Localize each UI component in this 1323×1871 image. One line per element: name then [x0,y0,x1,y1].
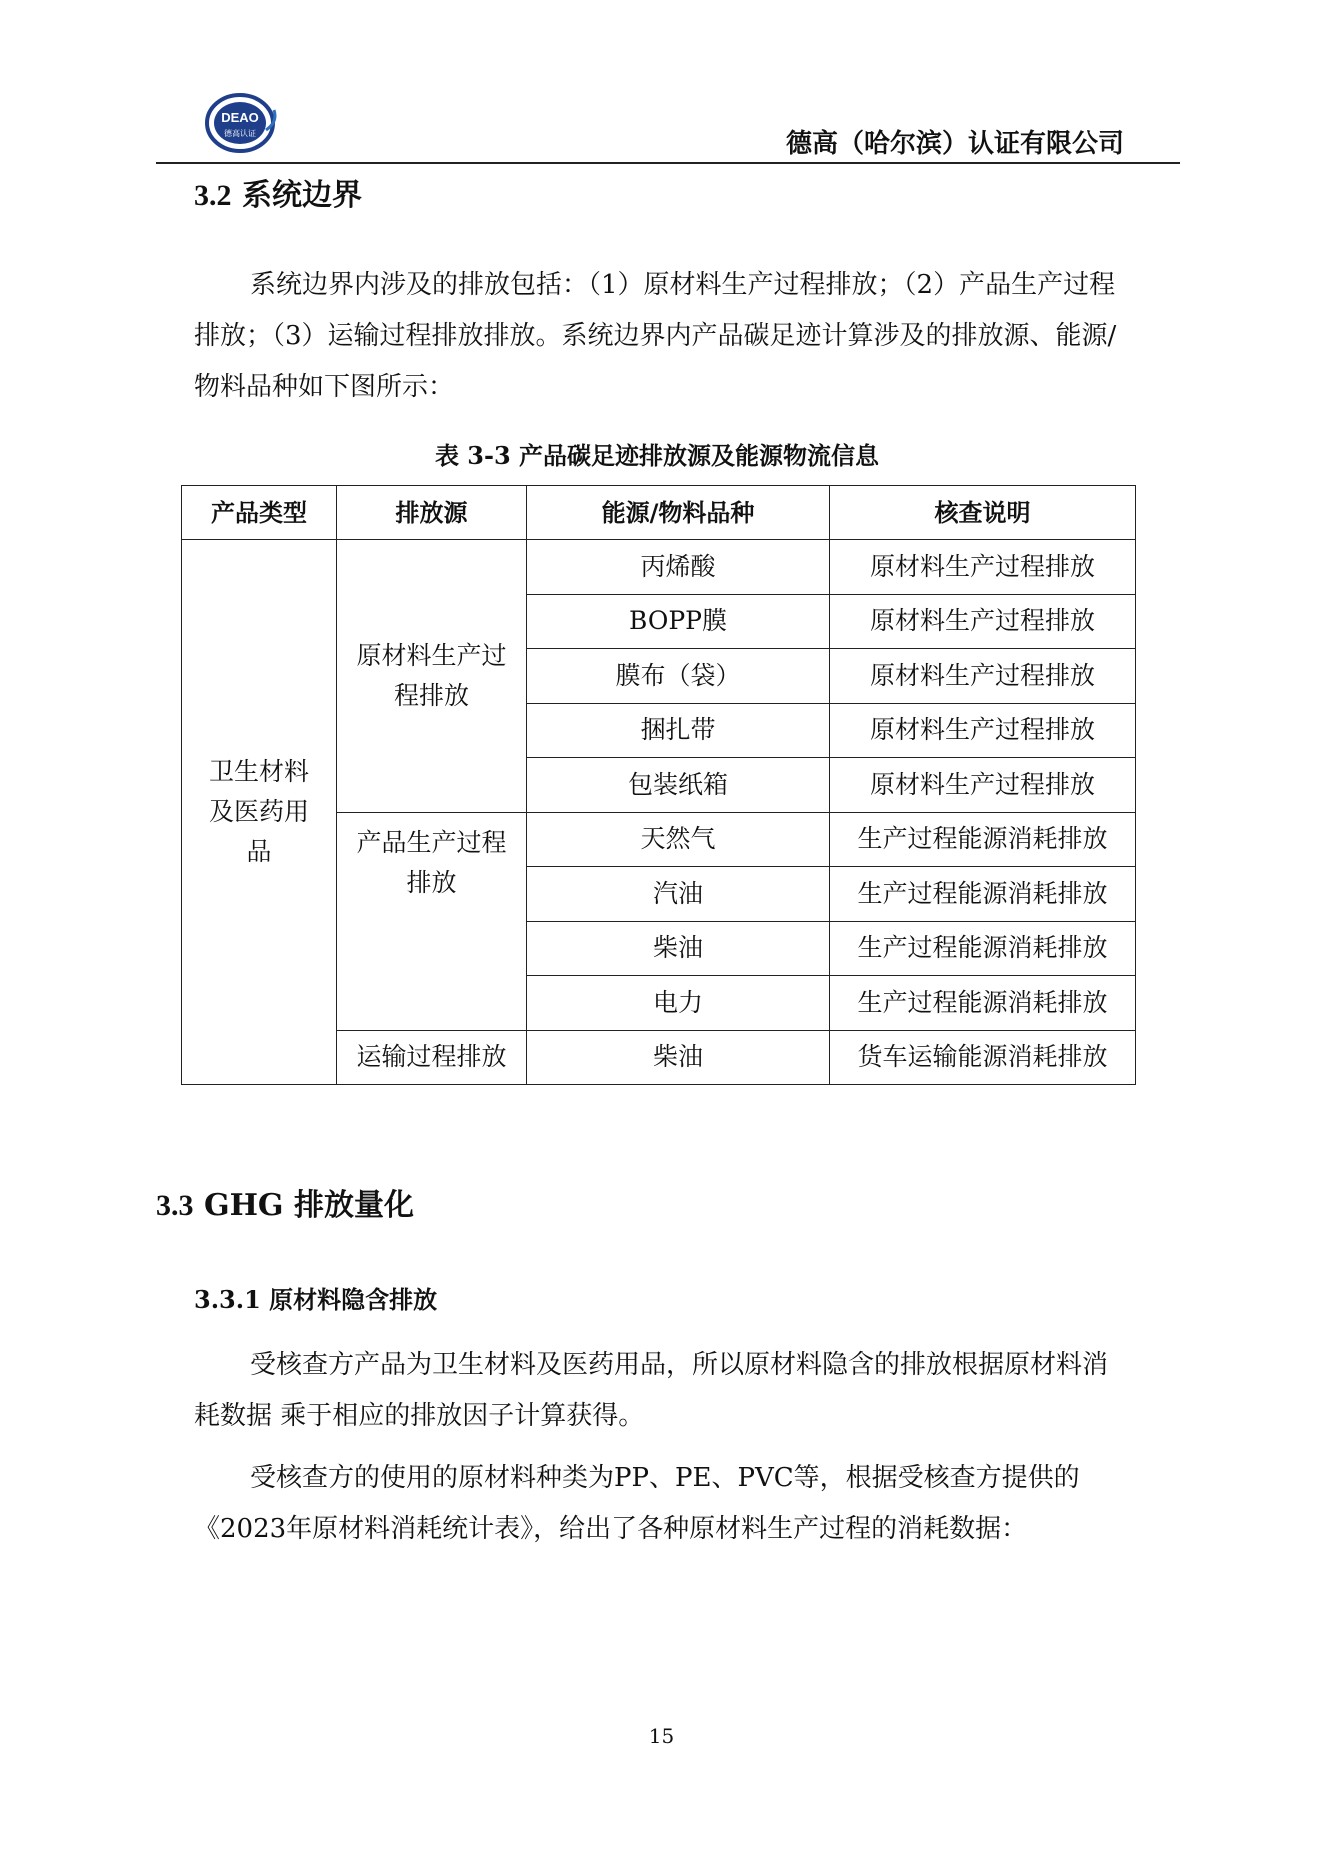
material-cell: 天然气 [527,812,830,867]
company-logo [204,92,280,154]
section-title: GHG 排放量化 [203,1188,414,1223]
table-caption: 表 3-3 产品碳足迹排放源及能源物流信息 [434,441,880,470]
material-cell: 电力 [527,976,830,1031]
section-title: 原材料隐含排放 [269,1285,438,1314]
header-material: 能源/物料品种 [527,486,830,540]
company-name: 德高（哈尔滨）认证有限公司 [785,129,1124,159]
material-cell: 包装纸箱 [527,758,830,813]
note-cell: 原材料生产过程排放 [830,649,1136,704]
emission-source-table [181,485,1136,1085]
material-cell: 膜布（袋） [527,649,830,704]
note-cell: 原材料生产过程排放 [830,758,1136,813]
logo-subtext: 德高认证 [224,129,256,138]
note-cell: 生产过程能源消耗排放 [830,976,1136,1031]
note-cell: 原材料生产过程排放 [830,594,1136,649]
section-number: 3.3 [156,1189,194,1222]
section-3-2-heading [194,170,362,214]
note-cell: 货车运输能源消耗排放 [830,1030,1136,1085]
note-cell: 生产过程能源消耗排放 [830,867,1136,922]
section-number: 3.2 [194,179,232,212]
note-cell: 原材料生产过程排放 [830,703,1136,758]
table-header-row [182,486,1136,540]
section-3-3-1-paragraph-1: 受核查方产品为卫生材料及医药用品，所以原材料隐含的排放根据原材料消耗数据 乘于相应的排放因子计算获得。 [194,1350,1109,1431]
material-cell: BOPP膜 [527,594,830,649]
page-header [156,86,1180,164]
material-cell: 柴油 [527,1030,830,1085]
page-number: 15 [648,1724,675,1748]
source-cell: 产品生产过程排放 [337,812,527,1030]
material-cell: 丙烯酸 [527,540,830,595]
section-3-2-paragraph: 系统边界内涉及的排放包括：（1）原材料生产过程排放；（2）产品生产过程排放；（3）运输过程排放排放。系统边界内产品碳足迹计算涉及的排放源、能源/物料品种如下图所示： [194,270,1117,402]
material-cell: 捆扎带 [527,703,830,758]
header-note: 核查说明 [830,486,1136,540]
section-number: 3.3.1 [194,1285,261,1314]
section-3-3-1-heading [194,1280,437,1315]
section-3-3-heading [156,1180,414,1224]
note-cell: 原材料生产过程排放 [830,540,1136,595]
section-title: 系统边界 [241,178,362,213]
header-emission-source: 排放源 [337,486,527,540]
source-cell: 运输过程排放 [337,1030,527,1085]
table-row [182,540,1136,595]
material-cell: 汽油 [527,867,830,922]
section-3-3-1-paragraph-2: 受核查方的使用的原材料种类为PP、PE、PVC等，根据受核查方提供的《2023年原材料消耗统计表》，给出了各种原材料生产过程的消耗数据： [194,1463,1080,1544]
source-cell: 原材料生产过程排放 [337,540,527,813]
logo-text: DEAO [221,110,259,125]
header-product-type: 产品类型 [182,486,337,540]
note-cell: 生产过程能源消耗排放 [830,921,1136,976]
note-cell: 生产过程能源消耗排放 [830,812,1136,867]
material-cell: 柴油 [527,921,830,976]
product-type-cell: 卫生材料及医药用品 [182,540,337,1085]
